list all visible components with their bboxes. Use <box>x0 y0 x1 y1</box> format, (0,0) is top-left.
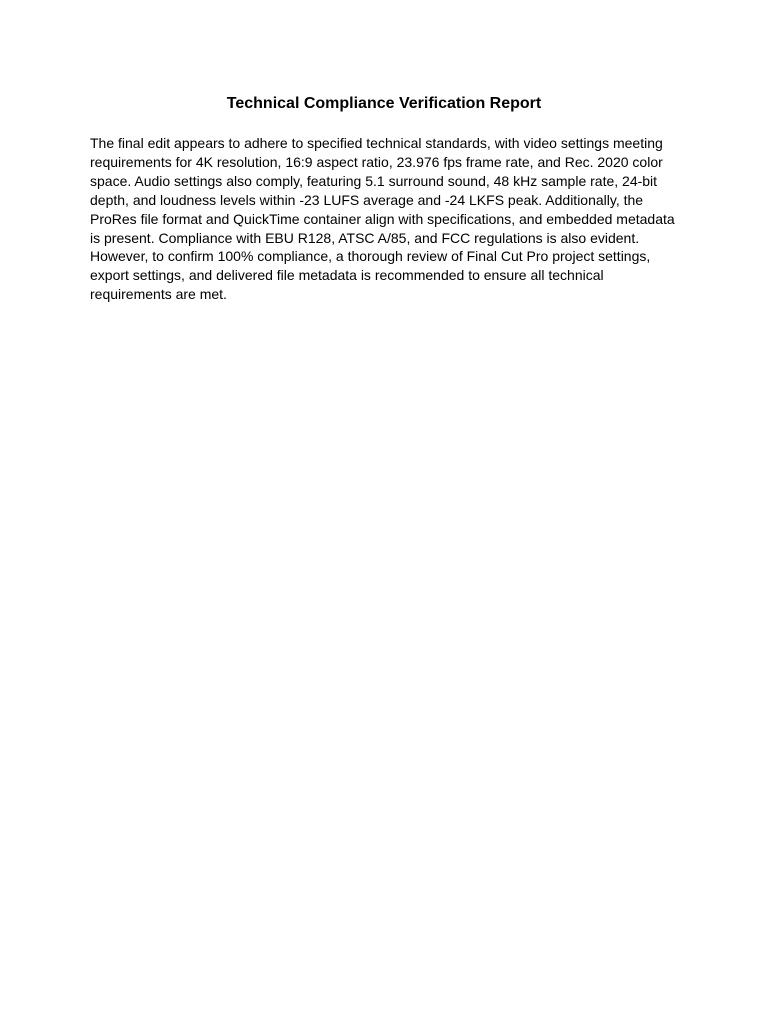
document-title: Technical Compliance Verification Report <box>226 95 542 112</box>
document-body-paragraph: The final edit appears to adhere to specified technical standards, with video settings meeting requirements for 4K resolution, 16:9 aspect ratio, 23.976 fps frame rate, and Rec. 2020 color space. Audio settings also comply, featuring 5.1 surround sound, 48 kHz sample rate, 24-bit depth, and loudness levels within -23 LUFS average and -24 LKFS peak. Additionally, the ProRes file format and QuickTime container align with specifications, and embedded metadata is present. Compliance with EBU R128, ATSC A/85, and FCC regulations is also evident. However, to confirm 100% compliance, a thorough review of Final Cut Pro project settings, export settings, and delivered file metadata is recommended to ensure all technical requirements are met. <box>90 135 675 303</box>
